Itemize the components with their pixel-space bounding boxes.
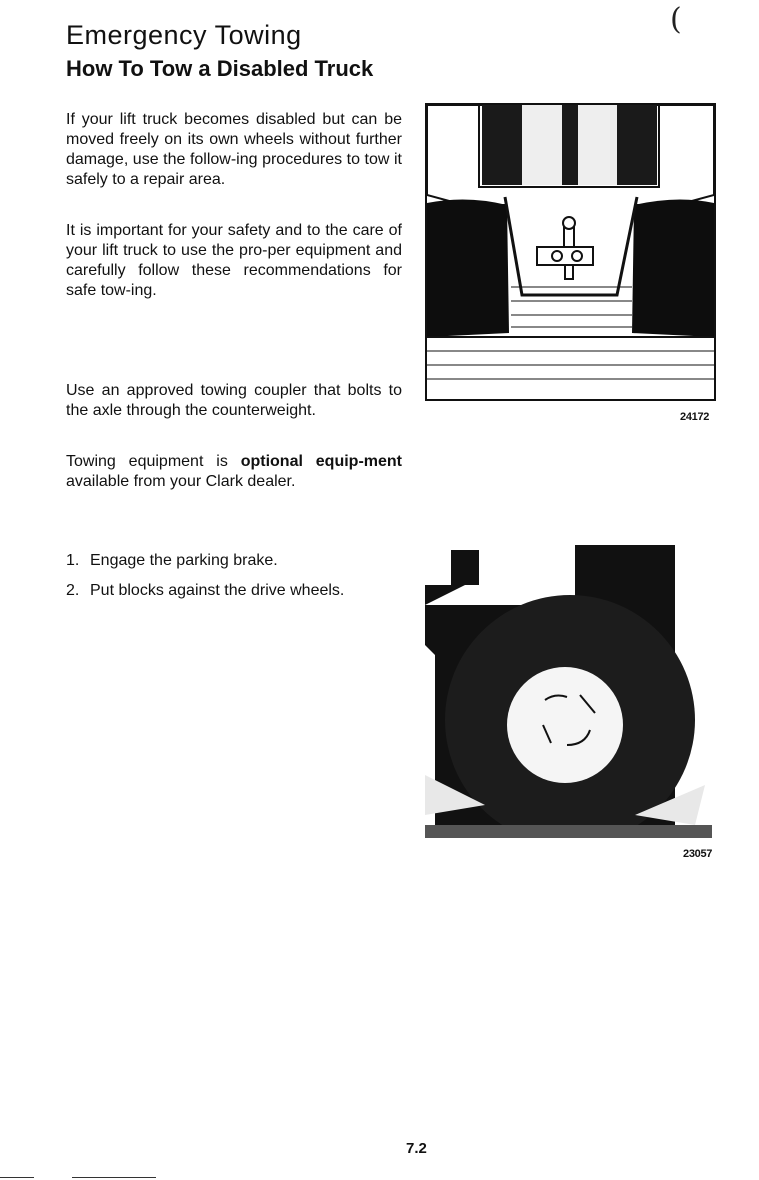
drive-wheel-figure <box>425 545 712 838</box>
equipment-paragraph <box>66 452 402 492</box>
safety-paragraph: It is important for your safety and to the care of your lift truck to use the pro-per equipment and carefully follow these recommendations for safe tow-ing. <box>66 222 402 299</box>
intro-paragraph: If your lift truck becomes disabled but can be moved freely on its own wheels without further damage, use the follow-ing procedures to tow it safely to a repair area. <box>66 111 402 188</box>
equipment-text-after: available from your Clark dealer. <box>66 473 296 490</box>
drive-wheel-illustration <box>425 545 712 838</box>
step-list <box>66 551 344 611</box>
step-text: Put blocks against the drive wheels. <box>90 582 345 599</box>
page-title: How To Tow a Disabled Truck <box>66 56 374 81</box>
step-number: 1. <box>66 552 80 569</box>
figure-number: 23057 <box>683 848 713 860</box>
footer-divider <box>72 1177 156 1178</box>
towing-coupler-illustration <box>427 105 714 399</box>
step-number: 2. <box>66 582 80 599</box>
optional-equipment-emphasis: optional equip-ment <box>240 453 403 470</box>
equipment-text-before: Towing equipment is <box>66 453 241 470</box>
step-item <box>66 581 344 601</box>
margin-mark: ( <box>670 2 682 37</box>
step-item <box>66 551 344 571</box>
step-text: Engage the parking brake. <box>90 552 278 569</box>
figure-number: 24172 <box>680 411 710 423</box>
towing-coupler-figure <box>425 103 716 401</box>
section-title: Emergency Towing <box>66 20 302 50</box>
page-number: 7.2 <box>406 1140 427 1157</box>
footer-divider <box>0 1177 34 1178</box>
coupler-paragraph: Use an approved towing coupler that bolts to the axle through the counterweight. <box>66 382 402 419</box>
